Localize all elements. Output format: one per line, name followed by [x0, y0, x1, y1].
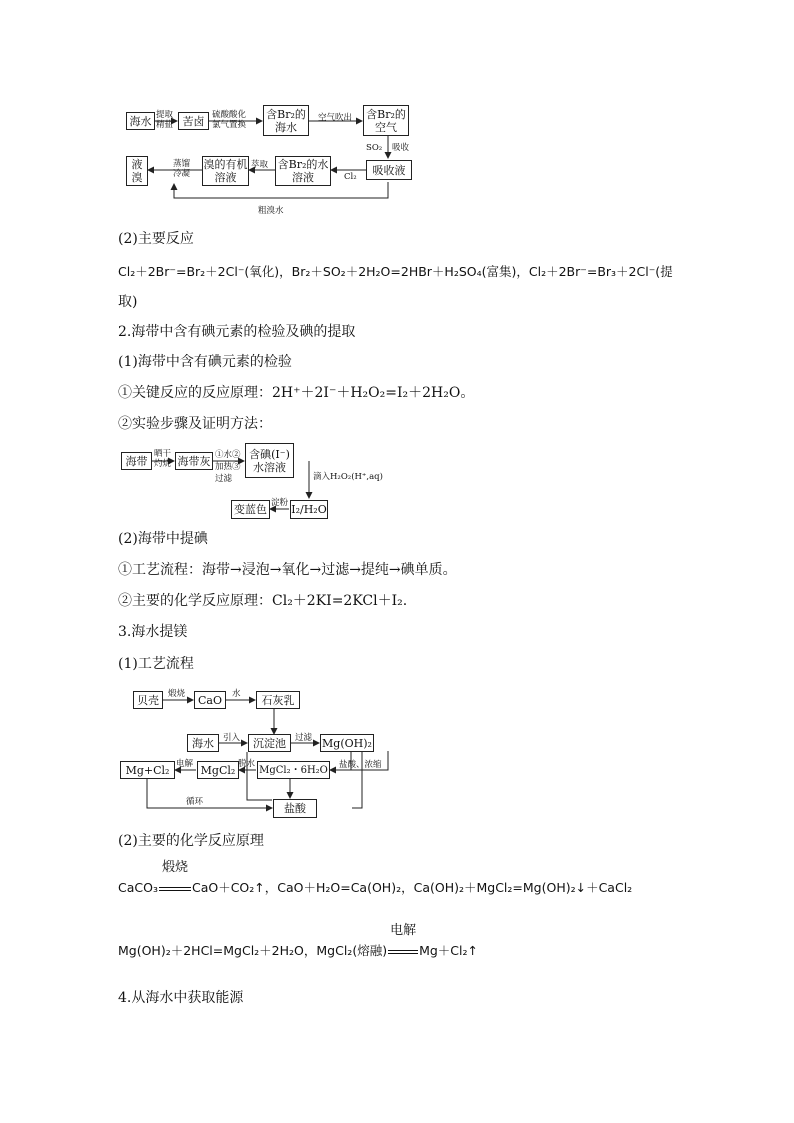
box-liquid-bromine: 液溴	[126, 156, 148, 186]
label-starch: 淀粉	[271, 498, 289, 508]
label-add-h2o2: 滴入H₂O₂(H⁺,aq)	[313, 472, 383, 482]
box-br-aqueous: 含Br₂的水溶液	[275, 156, 331, 186]
heading-main-reactions: (2)主要反应	[118, 231, 194, 247]
subheading-mg-process: (1)工艺流程	[118, 656, 194, 672]
iodine-experiment-steps: ②实验步骤及证明方法：	[118, 416, 272, 432]
eq2-condition-sign	[388, 923, 418, 961]
label-water: 水	[232, 689, 241, 699]
subheading-iodine-extraction: (2)海带中提碘	[118, 531, 208, 547]
label-so2: SO₂	[366, 143, 383, 153]
box-sea-water: 海水	[126, 112, 155, 130]
label-dry-burn: 晒干灼烧	[154, 449, 172, 469]
label-dehydrate: 脱水	[238, 759, 256, 769]
eq2-product: Mg＋Cl₂↑	[419, 943, 478, 958]
label-acid-displace: 硫酸酸化氯气置换	[212, 110, 247, 130]
box-br-seawater: 含Br₂的海水	[263, 105, 309, 136]
box-absorb-liquid: 吸收液	[366, 160, 412, 180]
heading-magnesium: 3.海水提镁	[118, 624, 188, 640]
heading-energy-from-sea: 4.从海水中获取能源	[118, 990, 244, 1006]
box-bittern: 苦卤	[178, 112, 209, 130]
label-electrolysis: 电解	[176, 759, 194, 769]
eq1-condition: 煅烧	[161, 860, 188, 875]
label-filter: 过滤	[295, 733, 313, 743]
eq2-reactant: Mg(OH)₂＋2HCl=MgCl₂＋2H₂O，MgCl₂(熔融)	[118, 943, 388, 958]
label-calcine: 煅烧	[168, 689, 186, 699]
eq2-condition: 电解	[390, 923, 417, 938]
subheading-iodine-test: (1)海带中含有碘元素的检验	[118, 354, 292, 370]
subheading-mg-reactions: (2)主要的化学反应原理	[118, 833, 264, 849]
box-settling-tank: 沉淀池	[248, 734, 291, 752]
iodine-key-reaction: ①关键反应的反应原理：2H⁺＋2I⁻＋H₂O₂=I₂＋2H₂O。	[118, 385, 475, 401]
box-mg-hydroxide: Mg(OH)₂	[320, 734, 374, 752]
box-kelp-ash: 海带灰	[175, 452, 213, 470]
heading-iodine: 2.海带中含有碘元素的检验及碘的提取	[118, 324, 356, 340]
box-mgcl2-hexahydrate: MgCl₂・6H₂O	[257, 761, 330, 779]
label-water-heat-filter: ①水②加热③过滤	[215, 450, 241, 484]
box-i2-water: I₂/H₂O	[290, 500, 328, 519]
box-iodide-solution: 含碘(I⁻)水溶液	[245, 443, 294, 478]
label-introduce: 引入	[223, 733, 241, 743]
box-turns-blue: 变蓝色	[231, 500, 270, 519]
box-shell: 贝壳	[133, 691, 163, 709]
eq1-rest: CaO＋CO₂↑，CaO＋H₂O=Ca(OH)₂，Ca(OH)₂＋MgCl₂=Mg(OH)₂↓＋CaCl₂	[191, 880, 633, 895]
box-mgcl2: MgCl₂	[197, 761, 239, 779]
equation-mg-line2	[118, 923, 478, 961]
iodine-process-flow: ①工艺流程：海带→浸泡→氧化→过滤→提纯→碘单质。	[118, 562, 457, 578]
label-cycle: 循环	[186, 797, 204, 807]
box-hydrochloric-acid: 盐酸	[273, 799, 317, 818]
box-kelp: 海带	[121, 452, 152, 470]
label-cl2: Cl₂	[344, 172, 357, 182]
box-br-air: 含Br₂的空气	[363, 105, 409, 136]
label-air-blow: 空气吹出	[318, 113, 353, 123]
iodine-main-reaction: ②主要的化学反应原理：Cl₂＋2KI=2KCl＋I₂.	[118, 593, 408, 609]
box-mg-cl2: Mg+Cl₂	[120, 761, 175, 779]
eq1-reactant: CaCO₃	[118, 880, 158, 895]
equation-mg-line1	[118, 860, 633, 898]
label-acid-concentrate: 盐酸、浓缩	[339, 760, 382, 770]
equation-bromine-line2: 取)	[118, 294, 138, 310]
label-extraction: 萃取	[251, 160, 269, 170]
box-seawater: 海水	[187, 734, 219, 752]
equation-bromine-line1: Cl₂＋2Br⁻=Br₂＋2Cl⁻(氧化)，Br₂＋SO₂＋2H₂O=2HBr＋H₂SO₄(富集)，Cl₂＋2Br⁻=Br₃＋2Cl⁻(提	[118, 264, 673, 279]
box-cao: CaO	[194, 691, 226, 709]
label-crude-bromine-water: 粗溴水	[258, 206, 284, 216]
eq1-condition-sign	[159, 860, 191, 898]
label-distill-condense: 蒸馏冷凝	[173, 159, 191, 179]
box-lime-milk: 石灰乳	[256, 691, 300, 709]
box-organic-solution: 溴的有机溶液	[203, 158, 248, 184]
label-extract-salt: 提取精盐	[156, 110, 174, 130]
label-absorb: 吸收	[392, 143, 410, 153]
